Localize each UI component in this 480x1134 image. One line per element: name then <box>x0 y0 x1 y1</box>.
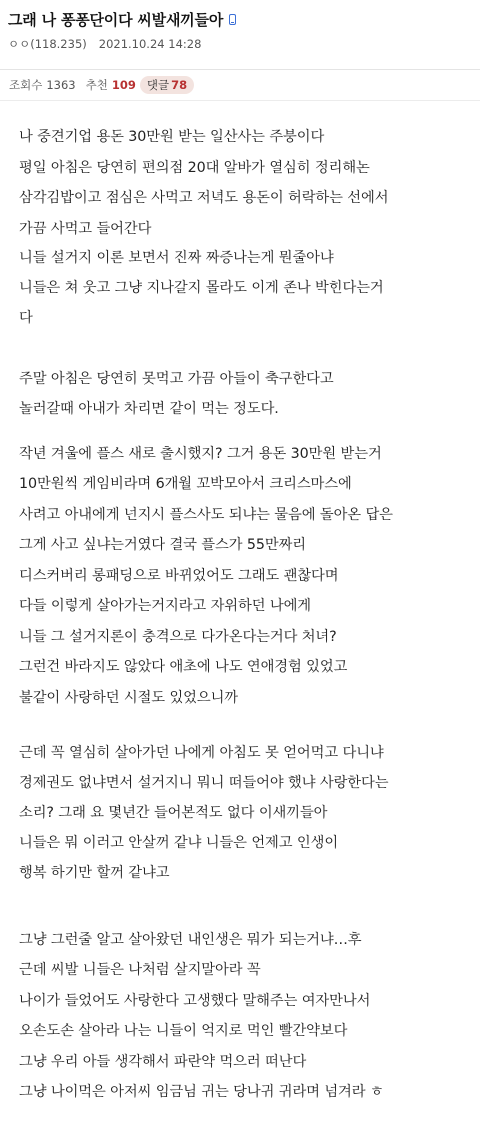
body-line: 평일 아침은 당연히 편의점 20대 알바가 열심히 정리해논 <box>19 160 370 176</box>
comments-label: 댓글 <box>146 78 170 92</box>
body-line: 니들 그 설거지론이 충격으로 다가온다는거다 처녀? <box>19 629 337 645</box>
mobile-icon <box>229 14 236 25</box>
body-line: 불같이 사랑하던 시절도 있었으니까 <box>19 690 238 706</box>
body-line: 오손도손 살아라 나는 니들이 억지로 먹인 빨간약보다 <box>19 1023 348 1039</box>
body-line: 놀러갈때 아내가 차리면 같이 먹는 정도다. <box>19 401 279 417</box>
body-line: 그런건 바라지도 않았다 애초에 나도 연애경험 있었고 <box>19 659 348 675</box>
body-line: 작년 겨울에 플스 새로 출시했지? 그거 용돈 30만원 받는거 <box>19 446 382 462</box>
views-count: 1363 <box>46 78 76 92</box>
views-label: 조회수 <box>9 78 43 92</box>
body-line: 행복 하기만 할꺼 같냐고 <box>19 865 170 881</box>
body-line: 니들은 뭐 이러고 안살꺼 같냐 니들은 언제고 인생이 <box>19 835 339 851</box>
author-name[interactable]: ㅇㅇ(118.235) <box>8 37 87 51</box>
body-line: 10만원씩 게임비라며 6개월 꼬박모아서 크리스마스에 <box>19 476 352 492</box>
body-line: 삼각김밥이고 점심은 사먹고 저녁도 용돈이 허락하는 선에서 <box>19 190 389 206</box>
body-line: 니들은 쳐 웃고 그냥 지나갈지 몰라도 이게 존나 박힌다는거 <box>19 280 384 296</box>
body-line: 다들 이렇게 살아가는거지라고 자위하던 나에게 <box>19 598 311 614</box>
body-line: 나이가 들었어도 사랑한다 고생했다 말해주는 여자만나서 <box>19 993 371 1009</box>
body-line: 그냥 우리 아들 생각해서 파란약 먹으러 떠난다 <box>19 1054 307 1070</box>
body-line: 그냥 나이먹은 아저씨 임금님 귀는 당나귀 귀라며 넘겨라 ㅎ <box>19 1084 384 1100</box>
body-line: 나 중견기업 용돈 30만원 받는 일산사는 주붕이다 <box>19 129 325 145</box>
comments-count: 78 <box>171 78 188 92</box>
body-line: 가끔 사먹고 들어간다 <box>19 221 152 237</box>
body-line: 사려고 아내에게 넌지시 플스사도 되냐는 물음에 돌아온 답은 <box>19 507 393 523</box>
body-line: 주말 아침은 당연히 못먹고 가끔 아들이 축구한다고 <box>19 371 334 387</box>
post-title[interactable]: 그래 나 퐁퐁단이다 씨발새끼들아 <box>8 11 224 29</box>
body-line: 다 <box>19 310 33 326</box>
body-line: 경제권도 없냐면서 설거지니 뭐니 떠들어야 했냐 사랑한다는 <box>19 775 389 791</box>
body-line: 근데 꼭 열심히 살아가던 나에게 아침도 못 얻어먹고 다니냐 <box>19 745 384 761</box>
body-line: 니들 설거지 이론 보면서 진짜 짜증나는게 뭔줄아냐 <box>19 250 334 266</box>
body-line: 근데 씨발 니들은 나처럼 살지말아라 꼭 <box>19 962 261 978</box>
title-row <box>8 9 470 30</box>
post-meta <box>8 36 470 52</box>
post-stats <box>0 70 480 101</box>
post-datetime: 2021.10.24 14:28 <box>98 37 202 51</box>
body-line: 디스커버리 롱패딩으로 바뀌었어도 그래도 괜찮다며 <box>19 568 339 584</box>
comments-button[interactable] <box>140 76 194 94</box>
recommend-label: 추천 <box>85 78 108 92</box>
recommend-count: 109 <box>111 78 136 92</box>
body-line: 그냥 그런줄 알고 살아왔던 내인생은 뭐가 되는거냐…후 <box>19 932 362 948</box>
body-line: 그게 사고 싶냐는거였다 결국 플스가 55만짜리 <box>19 537 307 553</box>
post-header <box>0 0 480 70</box>
body-line: 소리? 그래 요 몇년간 들어본적도 없다 이새끼들아 <box>19 805 328 821</box>
